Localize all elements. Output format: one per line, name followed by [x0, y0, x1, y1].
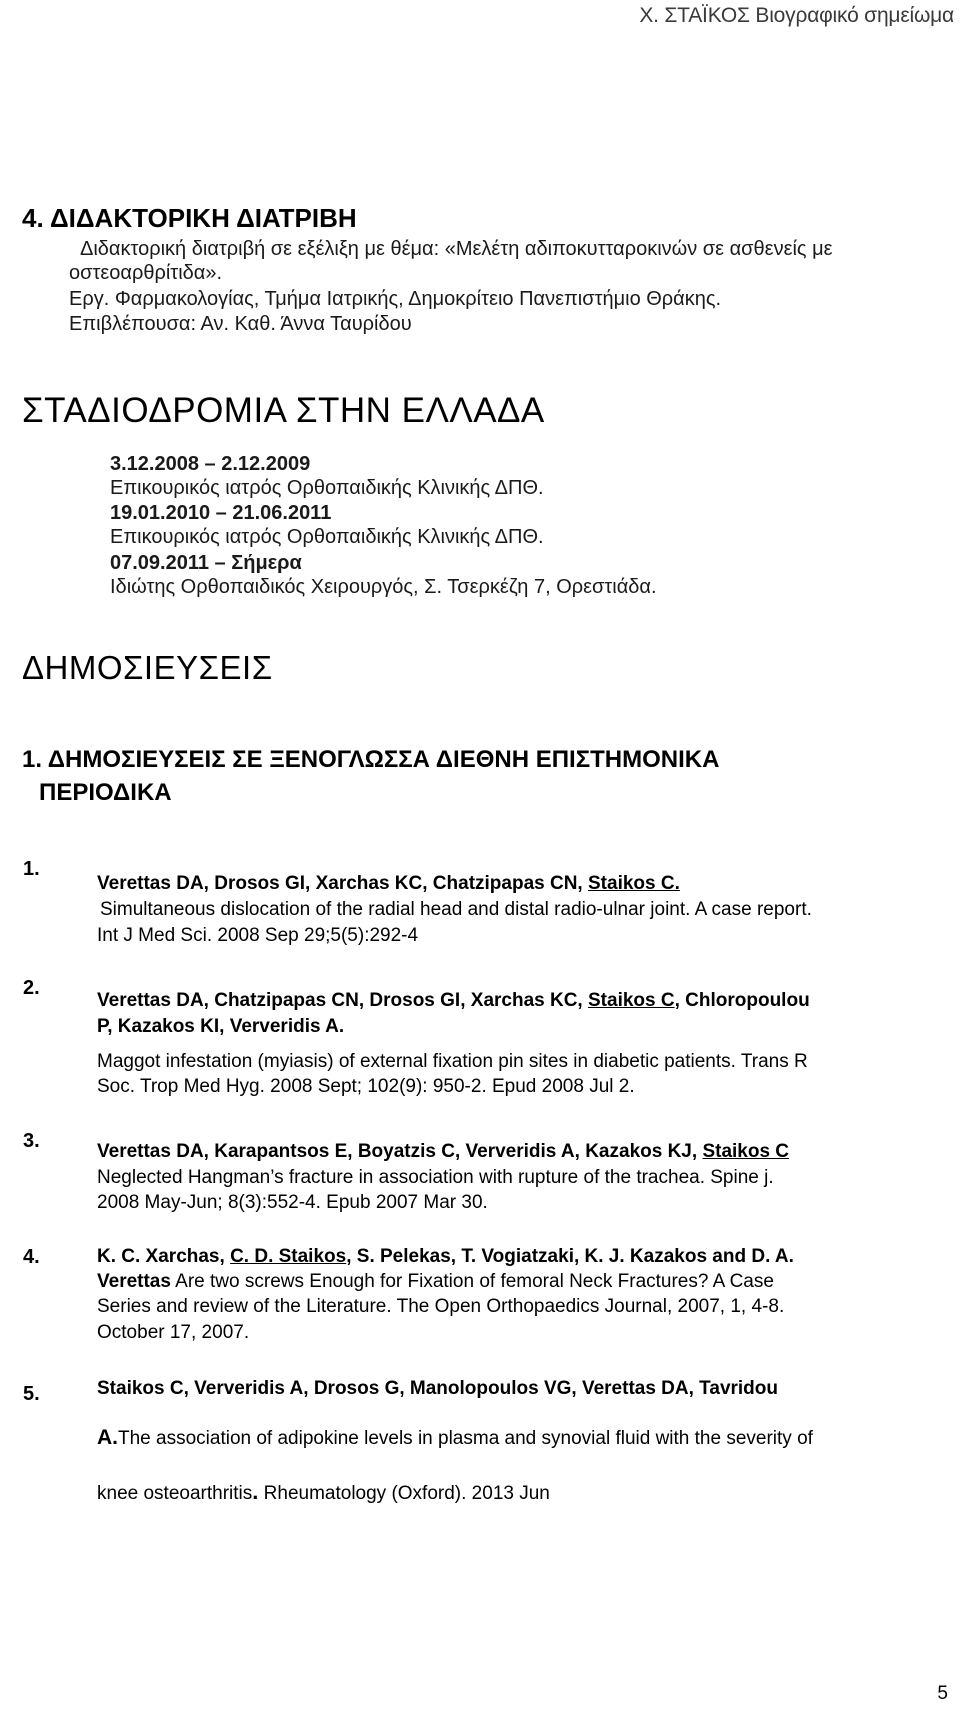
ref-authors-text: K. C. Xarchas,	[97, 1246, 231, 1267]
career-heading: ΣΤΑΔΙΟΔΡΟΜΙΑ ΣΤΗΝ ΕΛΛΑΔΑ	[22, 391, 545, 430]
ref-body-text: Are two screws Enough for Fixation of femoral Neck Fractures? A Case	[170, 1271, 774, 1292]
ref-body-3a: Neglected Hangman’s fracture in association with rupture of the trachea. Spine j.	[97, 1167, 774, 1188]
career-role-2: Επικουρικός ιατρός Ορθοπαιδικής Κλινικής ΔΠΘ.	[110, 526, 544, 548]
ref-number-5: 5.	[23, 1383, 40, 1405]
ref-authors-text: Verettas DA, Chatzipapas CN, Drosos GI, Xarchas KC,	[97, 990, 588, 1011]
ref-authors-text: , S. Pelekas, T. Vogiatzaki, K. J. Kazakos and D. A.	[346, 1246, 794, 1267]
ref-body-4c: October 17, 2007.	[97, 1322, 250, 1343]
ref-authors-text: Verettas DA, Drosos GI, Xarchas KC, Chatzipapas CN,	[97, 873, 588, 894]
publications-heading: ΔΗΜΟΣΙΕΥΣΕΙΣ	[22, 649, 273, 686]
ref-body-text: The association of adipokine levels in plasma and synovial fluid with the severity of	[118, 1428, 813, 1449]
career-dates-3: 07.09.2011 – Σήμερα	[110, 552, 302, 574]
ref-author-last: A.	[97, 1426, 118, 1449]
ref-authors-text: , Chloropoulou	[674, 990, 810, 1011]
ref-authors-text: Verettas DA, Karapantsos E, Boyatzis C, Ververidis A, Kazakos KJ,	[97, 1141, 703, 1162]
ref-number-4: 4.	[23, 1246, 40, 1268]
doctorate-line-2: οστεοαρθρίτιδα».	[69, 262, 223, 284]
ref-author-last: Verettas	[97, 1271, 171, 1292]
running-header: Χ. ΣΤΑΪΚΟΣ Βιογραφικό σημείωμα	[639, 4, 954, 27]
ref-author-highlight: Staikos C	[702, 1141, 790, 1162]
ref-author-highlight: Staikos C.	[588, 873, 680, 894]
ref-body-1a: Simultaneous dislocation of the radial head and distal radio-ulnar joint. A case report.	[100, 899, 812, 920]
page-number: 5	[937, 1683, 948, 1704]
ref-body-2b: Soc. Trop Med Hyg. 2008 Sept; 102(9): 950-2. Epud 2008 Jul 2.	[97, 1076, 635, 1097]
ref-number-1: 1.	[23, 858, 40, 880]
ref-authors-1	[97, 873, 680, 895]
ref-body-3b: 2008 May-Jun; 8(3):552-4. Epub 2007 Mar 30.	[97, 1192, 488, 1213]
ref-authors-2	[97, 990, 810, 1012]
ref-body-2a: Maggot infestation (myiasis) of external fixation pin sites in diabetic patients. Trans R	[97, 1051, 808, 1072]
career-dates-1: 3.12.2008 – 2.12.2009	[110, 453, 311, 475]
doctorate-line-3: Εργ. Φαρμακολογίας, Τμήμα Ιατρικής, Δημοκρίτειο Πανεπιστήμιο Θράκης.	[69, 288, 722, 310]
career-role-1: Επικουρικός ιατρός Ορθοπαιδικής Κλινικής ΔΠΘ.	[110, 477, 544, 499]
ref-body-4a	[97, 1271, 774, 1293]
doctorate-line-1: Διδακτορική διατριβή σε εξέλιξη με θέμα: «Μελέτη αδιποκυτταροκινών σε ασθενείς με	[80, 238, 833, 260]
publications-subheading-2: ΠΕΡΙΟΔΙΚΑ	[39, 779, 172, 806]
ref-body-5a	[97, 1426, 813, 1450]
ref-author-highlight: C. D. Staikos	[230, 1246, 347, 1267]
ref-body-text: Rheumatology (Oxford). 2013 Jun	[258, 1483, 550, 1504]
ref-number-3: 3.	[23, 1130, 40, 1152]
ref-body-1b: Int J Med Sci. 2008 Sep 29;5(5):292-4	[97, 925, 419, 946]
ref-body-5b	[97, 1479, 550, 1505]
ref-body-4b: Series and review of the Literature. The Open Orthopaedics Journal, 2007, 1, 4-8.	[97, 1296, 785, 1317]
ref-author-highlight: Staikos C	[588, 990, 675, 1011]
ref-body-text: knee osteoarthritis	[97, 1483, 253, 1504]
ref-authors-2b: P, Kazakos KI, Ververidis A.	[97, 1016, 345, 1037]
ref-dot: .	[252, 1479, 259, 1504]
ref-number-2: 2.	[23, 977, 40, 999]
doctorate-line-4: Επιβλέπουσα: Αν. Καθ. Άννα Ταυρίδου	[69, 313, 412, 335]
publications-subheading-1: 1. ΔΗΜΟΣΙΕΥΣΕΙΣ ΣΕ ΞΕΝΟΓΛΩΣΣΑ ΔΙΕΘΝΗ ΕΠΙΣΤΗΜΟΝΙΚΑ	[22, 746, 720, 773]
ref-authors-5: Staikos C, Ververidis A, Drosos G, Manolopoulos VG, Verettas DA, Tavridou	[97, 1378, 779, 1399]
career-role-3: Ιδιώτης Ορθοπαιδικός Χειρουργός, Σ. Τσερκέζη 7, Ορεστιάδα.	[110, 576, 657, 598]
ref-authors-3	[97, 1141, 789, 1163]
career-dates-2: 19.01.2010 – 21.06.2011	[110, 502, 332, 524]
ref-authors-4	[97, 1246, 794, 1268]
doctorate-heading: 4. ΔΙΔΑΚΤΟΡΙΚΗ ΔΙΑΤΡΙΒΗ	[22, 203, 357, 233]
